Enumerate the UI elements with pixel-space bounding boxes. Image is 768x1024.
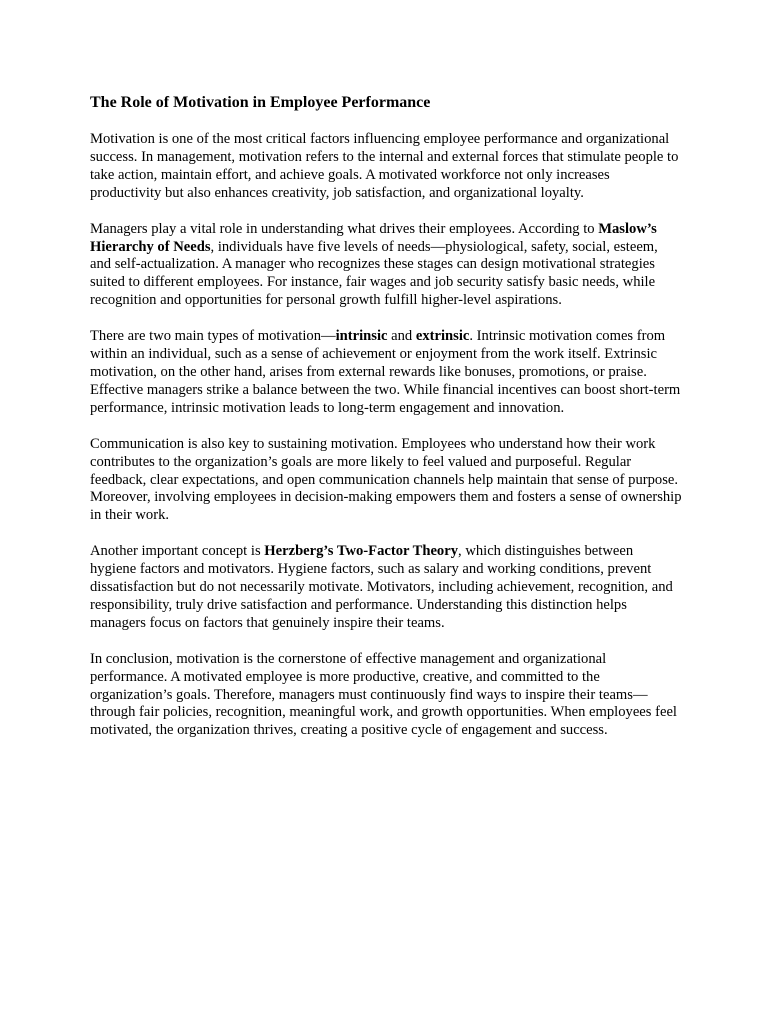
- document-title: The Role of Motivation in Employee Performance: [90, 94, 431, 111]
- document-page: [90, 92, 682, 758]
- text-run: Motivation is one of the most critical factors influencing employee performance and organizational success. In management, motivation refers to the internal and external forces that stimulate people to take action, maintain effort, and achieve goals. A motivated workforce not only increases productivity but also enhances creativity, job satisfaction, and organizational loyalty.: [90, 131, 679, 201]
- paragraph-herzberg: [90, 543, 682, 633]
- paragraph-conclusion: [90, 651, 682, 741]
- paragraph-motivation-types: [90, 328, 682, 418]
- document-body: [90, 131, 682, 740]
- text-run: , which distinguishes between hygiene factors and motivators. Hygiene factors, such as salary and working conditions, prevent dissatisfaction but do not necessarily motivate. Motivators, including achievement, recognition, and responsibility, truly drive satisfaction and performance. Understanding this distinction helps managers focus on factors that genuinely inspire their teams.: [90, 543, 673, 631]
- paragraph-intro: [90, 131, 682, 203]
- text-run: , individuals have five levels of needs—physiological, safety, social, esteem, and self-actualization. A manager who recognizes these stages can design motivational strategies suited to different employees. For instance, fair wages and job security satisfy basic needs, while recognition and opportunities for personal growth fulfill higher-level aspirations.: [90, 238, 658, 309]
- text-run: Managers play a vital role in understanding what drives their employees. According to: [90, 220, 599, 237]
- bold-term: Herzberg’s Two-Factor Theory: [264, 543, 459, 560]
- bold-term: Maslow’s Hierarchy of Needs: [90, 220, 657, 255]
- bold-term: intrinsic: [335, 328, 388, 345]
- text-run: and: [387, 328, 416, 345]
- paragraph-maslow: [90, 221, 682, 311]
- text-run: Another important concept is: [90, 543, 265, 560]
- text-run: . Intrinsic motivation comes from within an individual, such as a sense of achievement or enjoyment from the work itself. Extrinsic motivation, on the other hand, arises from external rewards like bonuses, promotions, or praise. Effective managers strike a balance between the two. While financial incentives can boost short-term performance, intrinsic motivation leads to long-term engagement and innovation.: [90, 328, 681, 416]
- paragraph-communication: [90, 436, 682, 526]
- text-run: Communication is also key to sustaining motivation. Employees who understand how their work contributes to the organization’s goals are more likely to feel valued and purposeful. Regular feedback, clear expectations, and open communication channels help maintain that sense of purpose. Moreover, involving employees in decision-making empowers them and fosters a sense of ownership in their work.: [90, 435, 682, 524]
- text-run: In conclusion, motivation is the cornerstone of effective management and organizational performance. A motivated employee is more productive, creative, and committed to the organization’s goals. Therefore, managers must continuously find ways to inspire their teams—through fair policies, recognition, meaningful work, and growth opportunities. When employees feel motivated, the organization thrives, creating a positive cycle of engagement and success.: [90, 650, 677, 739]
- text-run: There are two main types of motivation—: [90, 328, 336, 345]
- bold-term: extrinsic: [415, 328, 470, 345]
